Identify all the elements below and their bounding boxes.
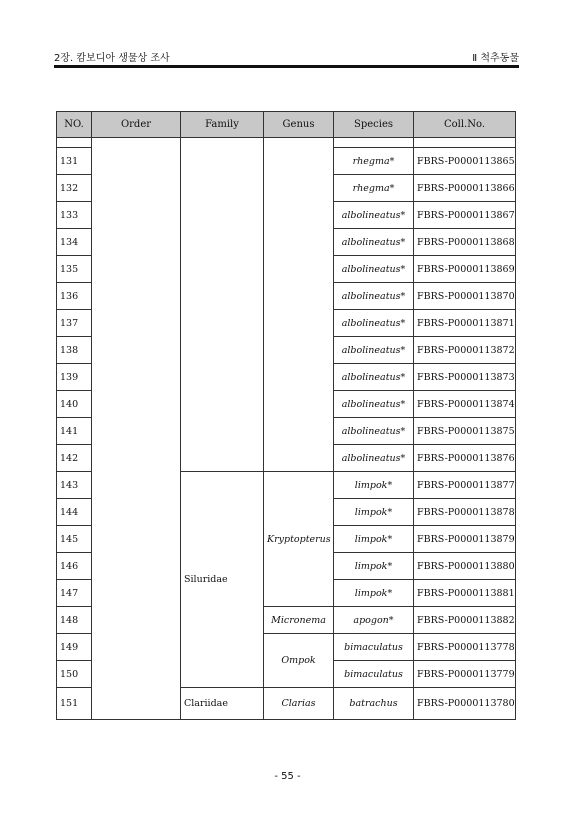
row-species: albolineatus*: [334, 256, 414, 283]
column-header-family: Family: [181, 112, 264, 138]
row-species: bimaculatus: [334, 661, 414, 688]
column-header-no: NO.: [57, 112, 92, 138]
row-species: limpok*: [334, 553, 414, 580]
row-no: 138: [57, 337, 92, 364]
genus-kryptopterus: Kryptopterus: [264, 472, 334, 607]
row-species: albolineatus*: [334, 445, 414, 472]
row-no: 143: [57, 472, 92, 499]
row-no: 149: [57, 634, 92, 661]
row-coll-no: FBRS-P0000113872: [414, 337, 516, 364]
column-header-species: Species: [334, 112, 414, 138]
header-rule: [54, 65, 519, 68]
row-species: albolineatus*: [334, 337, 414, 364]
row-coll-no: FBRS-P0000113778: [414, 634, 516, 661]
row-no: 134: [57, 229, 92, 256]
row-species: limpok*: [334, 472, 414, 499]
row-species: rhegma*: [334, 148, 414, 175]
row-no: 137: [57, 310, 92, 337]
row-species: albolineatus*: [334, 310, 414, 337]
row-coll-no: FBRS-P0000113780: [414, 688, 516, 720]
row-species: limpok*: [334, 499, 414, 526]
row-no: 145: [57, 526, 92, 553]
row-no: 151: [57, 688, 92, 720]
row-no: 132: [57, 175, 92, 202]
order-cell: [92, 138, 181, 720]
row-coll-no: FBRS-P0000113876: [414, 445, 516, 472]
row-coll-no: FBRS-P0000113873: [414, 364, 516, 391]
column-header-order: Order: [92, 112, 181, 138]
row-coll-no: FBRS-P0000113871: [414, 310, 516, 337]
row-species: bimaculatus: [334, 634, 414, 661]
row-coll-no: FBRS-P0000113866: [414, 175, 516, 202]
genus-ompok: Ompok: [264, 634, 334, 688]
row-species: albolineatus*: [334, 364, 414, 391]
chapter-title: 2장. 캄보디아 생물상 조사: [54, 53, 170, 64]
row-species: albolineatus*: [334, 202, 414, 229]
table-header-row: [57, 112, 516, 138]
row-no: 142: [57, 445, 92, 472]
row-coll-no: FBRS-P0000113880: [414, 553, 516, 580]
row-no: 135: [57, 256, 92, 283]
row-coll-no: FBRS-P0000113878: [414, 499, 516, 526]
genus-cell: [264, 138, 334, 472]
spacer-cell: [57, 138, 92, 148]
row-no: 150: [57, 661, 92, 688]
row-no: 146: [57, 553, 92, 580]
row-species: limpok*: [334, 580, 414, 607]
row-species: albolineatus*: [334, 283, 414, 310]
spacer-cell: [414, 138, 516, 148]
row-coll-no: FBRS-P0000113865: [414, 148, 516, 175]
genus-micronema: Micronema: [264, 607, 334, 634]
spacer-cell: [334, 138, 414, 148]
table-spacer-row: [57, 138, 516, 148]
row-species: batrachus: [334, 688, 414, 720]
row-coll-no: FBRS-P0000113875: [414, 418, 516, 445]
row-coll-no: FBRS-P0000113779: [414, 661, 516, 688]
genus-clarias: Clarias: [264, 688, 334, 720]
row-species: albolineatus*: [334, 391, 414, 418]
row-no: 144: [57, 499, 92, 526]
row-species: limpok*: [334, 526, 414, 553]
row-no: 148: [57, 607, 92, 634]
specimen-table: [56, 111, 516, 720]
family-clariidae: Clariidae: [181, 688, 264, 720]
family-cell: [181, 138, 264, 472]
row-no: 131: [57, 148, 92, 175]
row-species: apogon*: [334, 607, 414, 634]
row-coll-no: FBRS-P0000113869: [414, 256, 516, 283]
row-no: 141: [57, 418, 92, 445]
row-coll-no: FBRS-P0000113870: [414, 283, 516, 310]
row-no: 133: [57, 202, 92, 229]
row-coll-no: FBRS-P0000113881: [414, 580, 516, 607]
family-siluridae: Siluridae: [181, 472, 264, 688]
row-coll-no: FBRS-P0000113867: [414, 202, 516, 229]
row-coll-no: FBRS-P0000113874: [414, 391, 516, 418]
row-no: 139: [57, 364, 92, 391]
page-number: - 55 -: [274, 771, 301, 782]
row-species: rhegma*: [334, 175, 414, 202]
row-no: 147: [57, 580, 92, 607]
row-coll-no: FBRS-P0000113879: [414, 526, 516, 553]
section-title: Ⅱ 척추동물: [472, 53, 519, 64]
row-species: albolineatus*: [334, 418, 414, 445]
row-species: albolineatus*: [334, 229, 414, 256]
row-no: 136: [57, 283, 92, 310]
row-coll-no: FBRS-P0000113877: [414, 472, 516, 499]
row-coll-no: FBRS-P0000113882: [414, 607, 516, 634]
column-header-genus: Genus: [264, 112, 334, 138]
row-no: 140: [57, 391, 92, 418]
column-header-coll-no: Coll.No.: [414, 112, 516, 138]
row-coll-no: FBRS-P0000113868: [414, 229, 516, 256]
page-header: [54, 46, 519, 64]
